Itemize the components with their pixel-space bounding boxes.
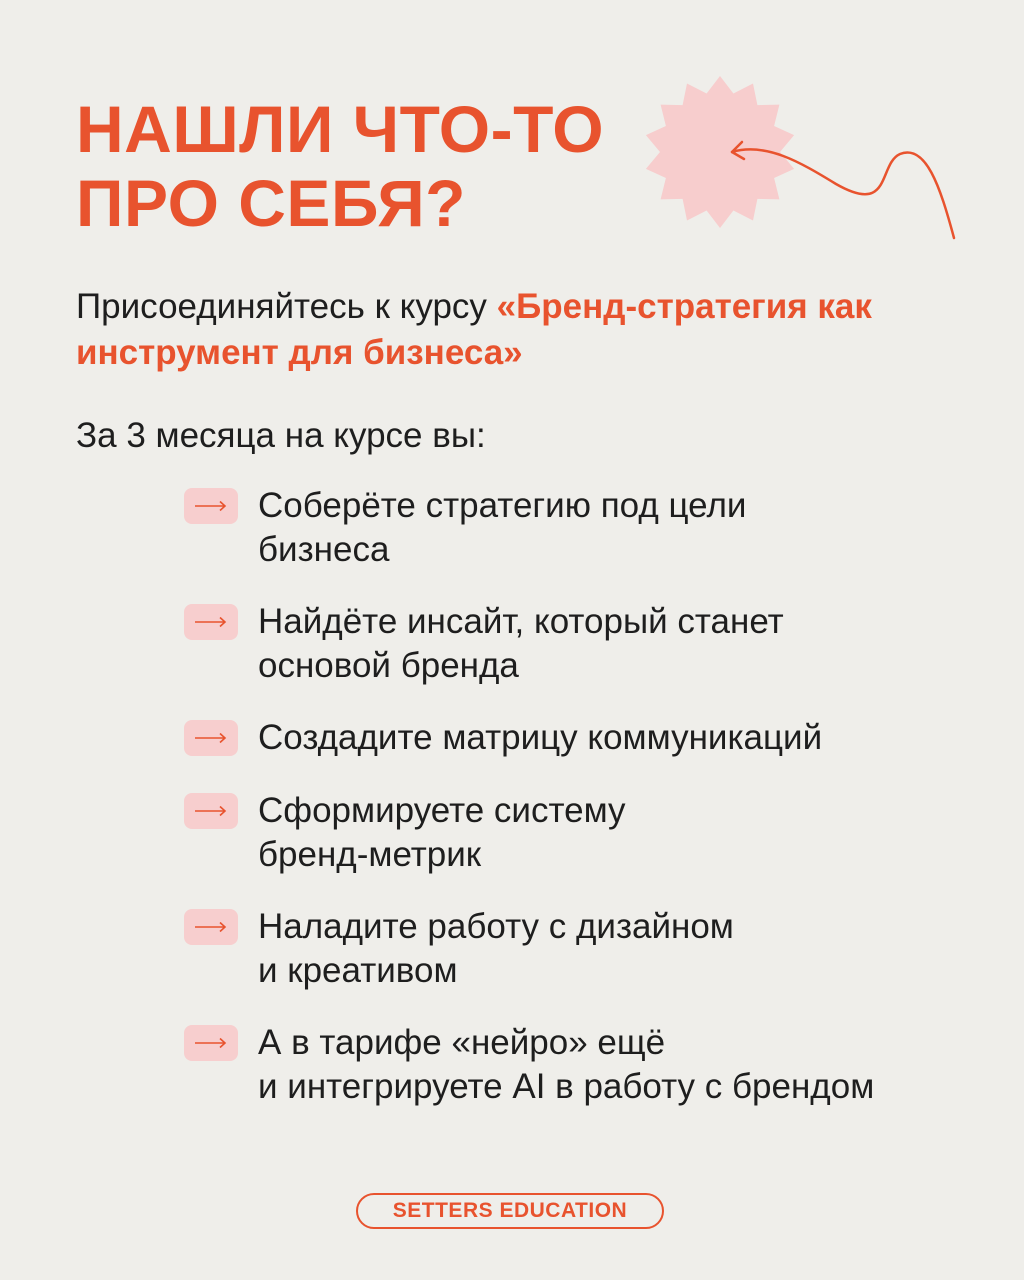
headline-line-1: НАШЛИ ЧТО-ТО xyxy=(76,92,605,166)
arrow-right-icon xyxy=(184,488,238,524)
arrow-right-icon xyxy=(184,720,238,756)
course-intro xyxy=(76,284,956,376)
arrow-right-icon xyxy=(184,604,238,640)
arrow-right-icon xyxy=(184,793,238,829)
brand-logo: SETTERS EDUCATION xyxy=(356,1193,664,1229)
arrow-right-icon xyxy=(184,909,238,945)
list-item-text: Создадите матрицу коммуникаций xyxy=(258,718,823,757)
headline-line-2: ПРО СЕБЯ? xyxy=(76,166,466,240)
arrow-right-icon xyxy=(184,1025,238,1061)
starburst-arrow-decoration xyxy=(640,66,970,256)
lead-text: За 3 месяца на курсе вы: xyxy=(76,416,486,455)
list-item-text: Наладите работу с дизайном и креативом xyxy=(258,907,734,990)
intro-prefix: Присоединяйтесь к курсу xyxy=(76,287,497,326)
list-item-text: Соберёте стратегию под цели бизнеса xyxy=(258,486,747,569)
list-item-text: А в тарифе «нейро» ещё и интегрируете AI в работу с брендом xyxy=(258,1023,875,1106)
course-title: «Бренд-стратегия как инструмент для бизнеса» xyxy=(76,287,872,372)
headline xyxy=(76,92,604,240)
list-item-text: Сформируете систему бренд-метрик xyxy=(258,791,626,874)
list-item-text: Найдёте инсайт, который станет основой бренда xyxy=(258,602,784,685)
